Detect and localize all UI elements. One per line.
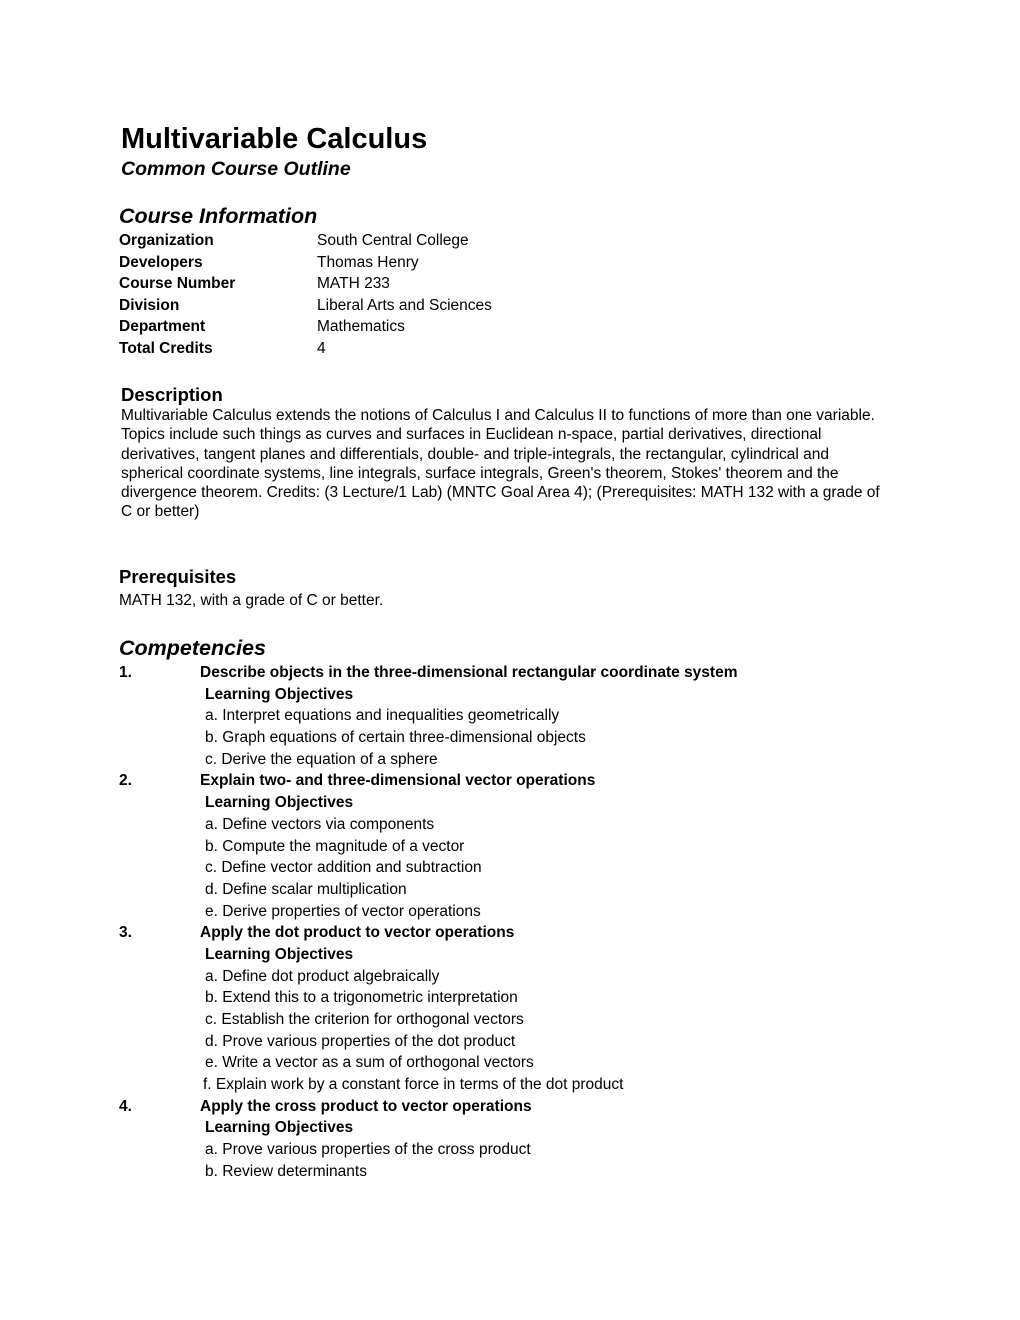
objective-row xyxy=(119,814,919,836)
info-value: MATH 233 xyxy=(317,275,390,293)
competency-row xyxy=(119,922,919,944)
info-row-total-credits xyxy=(119,338,492,360)
description-heading: Description xyxy=(121,384,223,405)
info-label: Department xyxy=(119,318,206,336)
competency-number: 4. xyxy=(119,1097,132,1115)
objective-row xyxy=(119,727,919,749)
objective-item: b. Extend this to a trigonometric interpretation xyxy=(205,989,518,1007)
info-row-division xyxy=(119,295,492,317)
objective-item: a. Interpret equations and inequalities geometrically xyxy=(205,707,560,725)
document-title: Multivariable Calculus xyxy=(121,123,428,155)
learning-objectives-row xyxy=(119,1117,919,1139)
objective-row xyxy=(119,749,919,771)
objective-item: d. Prove various properties of the dot product xyxy=(205,1032,516,1050)
competency-title: Apply the cross product to vector operations xyxy=(200,1097,532,1115)
competency-title: Describe objects in the three-dimensional rectangular coordinate system xyxy=(200,664,738,681)
objective-item: d. Define scalar multiplication xyxy=(205,880,407,898)
course-information-heading: Course Information xyxy=(119,204,318,228)
learning-objectives-heading: Learning Objectives xyxy=(205,945,354,963)
competency-number: 2. xyxy=(119,772,132,790)
competency-number: 1. xyxy=(119,664,132,681)
info-label: Division xyxy=(119,296,180,314)
objective-item: c. Derive the equation of a sphere xyxy=(205,750,438,768)
prerequisites-text: MATH 132, with a grade of C or better. xyxy=(119,592,384,609)
objective-row xyxy=(119,1139,919,1161)
objective-item: b. Graph equations of certain three-dimensional objects xyxy=(205,729,586,747)
objective-row xyxy=(119,1009,919,1031)
info-value: South Central College xyxy=(317,232,469,249)
info-value: 4 xyxy=(317,339,326,357)
objective-item: a. Define dot product algebraically xyxy=(205,967,440,985)
competency-row xyxy=(119,1096,919,1118)
objective-item: e. Derive properties of vector operations xyxy=(205,902,481,920)
objective-item: f. Explain work by a constant force in terms of the dot product xyxy=(203,1076,624,1094)
objective-row xyxy=(119,1074,919,1096)
document-subtitle: Common Course Outline xyxy=(121,158,351,180)
info-label: Total Credits xyxy=(119,339,213,357)
objective-item: a. Prove various properties of the cross product xyxy=(205,1141,531,1159)
objective-row xyxy=(119,836,919,858)
objective-item: b. Compute the magnitude of a vector xyxy=(205,837,465,855)
objective-row xyxy=(119,966,919,988)
learning-objectives-heading: Learning Objectives xyxy=(205,1119,354,1137)
info-row-department xyxy=(119,316,492,338)
learning-objectives-row xyxy=(119,684,919,706)
learning-objectives-heading: Learning Objectives xyxy=(205,685,354,703)
objective-row xyxy=(119,879,919,901)
competencies-heading: Competencies xyxy=(119,636,266,660)
info-value: Mathematics xyxy=(317,318,405,336)
course-information-table xyxy=(119,230,492,360)
objective-row xyxy=(119,857,919,879)
info-value: Thomas Henry xyxy=(317,253,419,271)
competency-row xyxy=(119,770,919,792)
objective-row xyxy=(119,987,919,1009)
info-label: Developers xyxy=(119,253,203,271)
prerequisites-heading: Prerequisites xyxy=(119,566,237,587)
objective-item: c. Establish the criterion for orthogonal vectors xyxy=(205,1011,524,1028)
objective-item: c. Define vector addition and subtraction xyxy=(205,859,482,877)
learning-objectives-heading: Learning Objectives xyxy=(205,794,354,812)
info-row-developers xyxy=(119,252,492,274)
learning-objectives-row xyxy=(119,944,919,966)
info-row-course-number xyxy=(119,273,492,295)
info-value: Liberal Arts and Sciences xyxy=(317,296,492,314)
info-label: Organization xyxy=(119,232,214,249)
objective-row xyxy=(119,1052,919,1074)
objective-item: a. Define vectors via components xyxy=(205,815,435,833)
learning-objectives-row xyxy=(119,792,919,814)
competency-title: Apply the dot product to vector operations xyxy=(200,924,515,942)
objective-item: b. Review determinants xyxy=(205,1162,367,1180)
competency-row xyxy=(119,662,919,684)
objective-item: e. Write a vector as a sum of orthogonal vectors xyxy=(205,1054,534,1072)
objective-row xyxy=(119,1161,919,1183)
description-text: Multivariable Calculus extends the notions of Calculus I and Calculus II to functions of more than one variable. Topics include such things as curves and surfaces in Euclidean n-space, partial derivatives, directional derivatives, tangent planes and differentials, double- and triple-integrals, the rectangular, cylindrical and spherical coordinate systems, line integrals, surface integrals, Green's theorem, Stokes' theorem and the divergence theorem. Credits: (3 Lecture/1 Lab) (MNTC Goal Area 4); (Prerequisites: MATH 132 with a grade of C or better) xyxy=(121,407,880,521)
info-label: Course Number xyxy=(119,275,236,293)
objective-row xyxy=(119,901,919,923)
objective-row xyxy=(119,1031,919,1053)
competency-title: Explain two- and three-dimensional vector operations xyxy=(200,772,596,790)
competency-number: 3. xyxy=(119,924,132,942)
competencies-list xyxy=(119,662,919,1183)
objective-row xyxy=(119,705,919,727)
info-row-organization xyxy=(119,230,492,252)
